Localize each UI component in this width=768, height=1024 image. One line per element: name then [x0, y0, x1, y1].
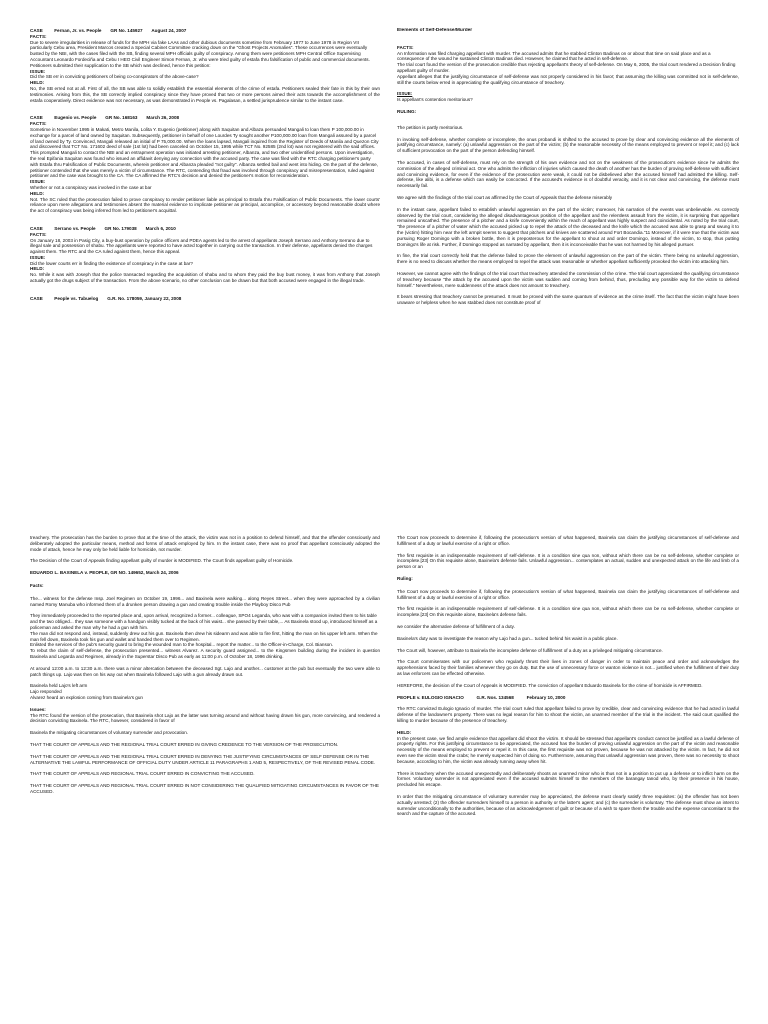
held-label: HELD: [30, 80, 45, 86]
held-text: Not. The SC ruled that the prosecution failed to prove conspiracy to render petitioner liable as principal to Estafa thru Falsification of Public Documents. The lower courts' reliance upon mere allegations and testimonies absent the material evidence to implicate petitioner as principal, accomplice, or accessory beyond reasonable doubt where the act of conspiracy was being inferred from led to petitioner's acquittal. [30, 196, 380, 214]
facts-paragraph: To rebut the claim of self-defense, the prosecution presented... witness Alvarez. A security guard assigned... to the Kingsmen building during the incident in question Baxinela and Legarda and Regimen, already in the Superstar Disco Pub as early as 11:00 p.m. of October 18, 1996 drinking. [30, 648, 380, 659]
ruling-paragraph: We agree with the findings of the trial court as affirmed by the Court of Appeals that the defense miserably [397, 194, 613, 200]
facts-line: Alvarez heard an explosion coming from Baxinela's gun [30, 694, 143, 700]
issue-label: ISSUE: [30, 179, 46, 185]
ruling-paragraph: The Court now proceeds to determine if, following the prosecution's version of what happened, Baxinela can claim the justifying circumstances of self-defense and fulfillment of a duty or lawful exercise of a right or office. [397, 588, 739, 600]
facts-text: An Information was filed charging appellant with murder. The accused admits that he stabbed Clinton Badinas on or about that time on said place and as a consequence of the wound he sustained Clinton Badinas died. However, he claimed that he acted in self-defense. [397, 50, 711, 62]
held-paragraph: In the present case, we find ample evidence that appellant did shoot the victim. It should be stressed that appellant's conduct cannot be justified as a lawful defense of property rights. For this justifying circumstance to be appreciated, the accused has the burden of proving unlawful aggression on the part of the victim and reasonable necessity of the means employed to prevent or repel it. In this case, the first requisite was not proven, because he was not attacked by the victim. In fact, he did not even see the victim steal the crabs; he merely suspected him of doing so. Furthermore, assuming that unlawful aggression was proven, there was no necessity to shoot because, according to him, the victim was already running away when hit. [397, 735, 739, 764]
ruling-paragraph: we consider the alternative defense of fulfillment of a duty. [397, 623, 515, 629]
held-label: HELD: [30, 266, 45, 272]
issues-paragraph: Baxinela the mitigating circumstances of voluntary surrender and provocation. [30, 730, 189, 736]
issue-text: Is appellant's contention meritorious? [397, 97, 473, 103]
held-paragraph: In order that the mitigating circumstance of voluntary surrender may be appreciated, the defense must clearly satisfy three requisites: (a) the offender has not been actually arrested; (2) the offender surrenders himself to a person in authority or the latter's agent; and (c) the surrender is voluntary. The defense must show an intent to surrender unconditionally to the authorities, because of an acknowledgement of guilt or because of a wish to spare them the trouble and the expense concomitant to the search and the capture of the accused. [397, 793, 739, 817]
facts-text: Sometime in November 1995 in Makati, Metro Manila, Lolita Y. Eugenio (petitioner) along with Saquitan and Albaza persuaded Mangali to loan them P 100,000.00 in exchange for a parcel of land owned by Saquitan. Subsequently, petitioner in behalf of one Lourdes Ty sought another P100,000.00 loan from Mangali assured by a parcel of land owned by Ty. Convinced, Mangali released an initial of P 75,000.00. When the loans lapsed, Mangali inquired from the Register of Deeds of Manila and Quezon City and discovered that TCT No. 171602 deed of sale (1st lot) had been canceled on October 15, 1995 while TCT No. 92585 (2nd lot) was not registered with the said offices. This prompted Mangali to contact the NBI and an entrapment operation was initiated arresting petitioner, Albanza, and two other unidentified persons. Upon investigation, the real Epifania Saquitan was found who issued an affidavit denying any connection with the accused party. The case was filed with the RTC charging petitioner's party with Estafa thru Falsification of Public Documents, wherein petitioner and Albanza pleaded "not guilty". Albanza settled bail and went into hiding. On the part of the defense, petitioner contended that she was merely a victim of circumstance. The RTC, contending that fraud was involved through conspiracy and misrepresentation, ruled against petitioner and the case was brought to the CA. The CA affirmed the RTC's decision and denied the petitioner's motion for reconsideration. [30, 126, 379, 179]
ruling-paragraph: In fine, the trial court correctly held that the defense failed to prove the element of unlawful aggression on the part of the victim. There being no unlawful aggression, there is no need to discuss whether the means employed to repel the attack was reasonable or whether appellant sufficiently provoked the victim into attacking him. [397, 253, 739, 265]
case-heading: CASE Serrano vs. People GR No. 179038 March 6, 2010 [30, 225, 176, 231]
ruling-paragraph: The first requisite is an indispensable requirement of self-defense. It is a condition sine qua non, without which there can be no self-defense, whether complete or incomplete.[23] On this requisite alone, Baxinela's defense fails. [397, 606, 739, 618]
issue-text: Did the lower courts err in finding the existence of conspiracy in the case at bar? [30, 260, 193, 266]
facts-label: FACTS: [30, 121, 47, 127]
issue-text: Did the SB err in convicting petitioners of being co-conspirators of the above-case? [30, 74, 199, 80]
case-heading: CASE Fernan, Jr. vs. People GR No. 145927 August 24, 2007 [30, 28, 187, 33]
ruling-paragraph: The accused, in cases of self-defense, must rely on the strength of his own evidence and not on the weakness of the prosecution's evidence since he admits the commission of the alleged criminal act. One who admits the infliction of injuries which caused the death of another has the burden of proving self-defense with sufficient and convincing evidence, for even if the evidence of the prosecution were weak, it could not be disbelieved after the accused himself had admitted the killing. Self-defense, like alibi, is a defense which can easily be concocted. If the accused's evidence is of doubtful veracity, and it is not clear and convincing, the defense must necessarily fail. [397, 159, 739, 189]
ruling-paragraph: Baxinela's duty was to investigate the reason why Lajo had a gun... tucked behind his waist in a public place. [397, 635, 618, 641]
issue-label: ISSUE: [397, 91, 413, 97]
issues-label: Issues: [30, 706, 46, 712]
paragraph: The Court now proceeds to determine if, following the prosecution's version of what happened, Baxinela can claim the justifying circumstances of self-defense and fulfillment of a duty or lawful exercise of a right or office. [397, 535, 739, 546]
issue-text: Whether or not a conspiracy was involved in the case at bar [30, 184, 152, 190]
issue-label: ISSUE: [30, 254, 46, 260]
facts-label: FACTS: [397, 44, 414, 50]
facts-label: Facts: [30, 582, 44, 588]
held-text: No, the SB erred not at all. First of all, the SB was able to solidly establish the essential elements of the crime of estafa. Petitioners sealed their fate in this by their own testimonies. Arising from this, the SB correctly implied conspiracy since they have proved that two or more persons aimed their acts towards the accomplishment of the estafa cooperatively. Direct evidence was not necessary, as was demonstrated in People vs. Pagalasan, a settled jurisprudence similar to the instant case. [30, 85, 380, 103]
ruling-paragraph: The petition is partly meritorious. [397, 124, 464, 130]
facts-text: Due to severe irregularities in release of funds for the MPH via fake LAAs and other dubious documents sometime from February 1977 to June 1978 in Region VII particularly Cebu area, President Marcos created a Special Cabinet Committee cracking down on the "Ghost Projects Anomalies". These occurrences were eventually busted by the NBI, with the cases filed with the SB, finding several MPH officials guilty of conspiracy. Among them were petitioners MPH Central Office Supervising Accountant Leonardo Fordeciña and Cebu I HEO Civil Engineer Simon Fernan, Jr. who were tried guilty of estafa thru falsification of public and commercial documents. Petitioners submitted their supplication to the SB which was declined, hence this petition: [30, 39, 370, 68]
section-title: Elements of Self-Defense/Murder [397, 28, 473, 33]
assignment-of-error: THAT THE COURT OF APPEALS AND THE REGIONAL TRIAL COURT ERRED IN GIVING CREDENCE TO THE VERSION OF THE PROSECUTION. [30, 741, 339, 747]
facts-paragraph: Enlisted the services of the pub's security guard to bring the wounded man to the hospital... report the matter... to the Officer-in-Charge, Col. Bianson. [30, 642, 334, 648]
facts-text: The trial court found the version of the prosecution credible thus rejecting appellant's theory of self-defense. On May 6, 2005, the trial court rendered a Decision finding appellant guilty of murder. [397, 62, 736, 73]
ruling-label: Ruling: [397, 575, 413, 581]
ruling-paragraph: The Court commiserates with our policemen who regularly thrust their lives in zones of danger in order to maintain peace and order and acknowledges the apprehensions faced by their families whenever they go on duty. But the use of unnecessary force or wanton violence is not... justified when the fulfillment of their duty as law enforcers can be effected otherwise. [397, 659, 739, 676]
facts-line: Lajo responded [30, 689, 62, 695]
facts-paragraph: The man did not respond and, instead, suddenly drew out his gun. Baxinela then drew his sidearm and was able to fire first, hitting the man on his upper left arm. When the man fell down, Baxinela took his gun and wallet and handed them over to Regimen. [30, 630, 378, 642]
ruling-paragraph: The Court will, however, attribute to Baxinela the incomplete defense of fulfillment of a duty as a privileged mitigating circumstance. [397, 647, 663, 653]
held-text: No. While it was with Joseph that the police transacted regarding the acquisition of shabu and to whom they paid the buy bust money, it was from Anthony that Joseph actually got the drugs subject of the transaction. From the above scenario, no other conclusion can be drawn but that both accused were engaged in the illegal trade. [30, 272, 380, 284]
paragraph: The RTC convicted Eulogio Ignacio of murder. The trial court ruled that appellant failed to prove by credible, clear and convincing evidence that he had acted in lawful defense of the landowner's property. There was no legal reason for him to shoot the victim, an unarmed member of the trial in the incident. The said court qualified the killing to murder because of the presence of treachery. [397, 706, 739, 723]
issue-label: ISSUE: [30, 68, 46, 74]
held-label: HELD: [30, 190, 45, 196]
case-heading: CASE People vs. Tabuelog G.R. No. 178059, January 22, 2008 [30, 295, 182, 301]
assignment-of-error: THAT THE COURT OF APPEALS AND REGIONAL TRIAL COURT ERRED IN CONVICTING THE ACCUSED. [30, 771, 255, 777]
ruling-paragraph: It bears stressing that treachery cannot be presumed. It must be proved with the same quantum of evidence as the crime itself. The fact that the victim might have been unaware or helpless when he was stabbed does not constitute proof of [397, 294, 739, 306]
case-heading: EDUARDO L. BAXINELA v. PEOPLE, GR NO. 149652, March 24, 2006 [30, 570, 179, 576]
ruling-paragraph: In the instant case, appellant failed to establish unlawful aggression on the part of the victim; moreover, his narration of the events was unbelievable. As correctly observed by the trial court, considering the alleged disadvantageous position of the appellant and the relentless assault from the victim, it is surprising that appellant remained unscathed. The presence of a pitcher and a knife conveniently within the reach of appellant was highly suspect and coincidental. As noted by the trial court, "the presence of a pitcher of water which the accused picked up to repel the attack of the deceased and the knife which the accused was able to grasp and swung it to the (victim) hitting him near the left armpit seems to suggest that pitchers and knives are scattered around Fort Bocandia."11 Moreover, if it were true that the victim was pursuing Roger Domingo with a broken bottle, then it is preposterous for the appellant to shout at and order Domingo, instead of the victim, to stop, thus putting Domingo's life at risk. Further, if Domingo stopped as narrated by appellant, then it is inconceivable that he was not harmed by his alleged pursuer. [397, 206, 739, 247]
facts-label: FACTS: [30, 231, 47, 237]
ruling-label: RULING: [397, 108, 417, 114]
case-heading: CASE Eugenio vs. People GR No. 168163 March 26, 2008 [30, 115, 180, 121]
held-paragraph: There is treachery when the accused unexpectedly and deliberately shoots an unarmed minor who is thus not in a position to put up a defense or to inflict harm on the former. Voluntary surrender is not appreciated even if the accused submits himself to the members of the barangay tanod who, by their presence in his house, precluded his escape. [397, 770, 739, 788]
bottom-left-column [30, 535, 380, 1015]
facts-paragraph: They immediately proceeded to the reported place and, upon arrival, recognized a former... colleague, SPO4 Leganda, who was with a companion invited them to his table and the two obliged... they saw someone with a handgun visibly tucked at the back of his waist... she passed by their table,... As Baxinela stood up, introduced himself as a policeman and asked the man why he had a gun with him. [30, 613, 378, 630]
facts-paragraph: At around 12:00 a.m. to 12:30 a.m. there was a minor altercation between the deceased Sgt. Lajo and another... customer at the pub but eventually the two were able to patch things up. Lajo was then on his way out when Baxinela followed Lajo with a gun already drawn out. [30, 665, 380, 677]
facts-line: Baxinela held Lajo's left arm [30, 683, 88, 689]
facts-text: Appellant alleges that the justifying circumstance of self-defense was not properly considered in his favor; that assuming the killing was committed not in self-defense, still the courts below erred in appreciating the qualifying circumstance of treachery. [397, 73, 739, 85]
paragraph: The first requisite is an indispensable requirement of self-defense. It is a condition sine qua non, without which there can be no self-defense, whether complete or incomplete.[23] On this requisite alone, Baxinela's defense fails. Unlawful aggression... contemplates an actual, sudden and unexpected attack on the life and limb of a person or an [397, 552, 739, 570]
paragraph: treachery. The prosecution has the burden to prove that at the time of the attack, the victim was not in a position to defend himself, and that the offender consciously and deliberately adopted the particular means, method and forms of attack employed by him. In the instant case, there was no proof that appellant consciously adopted the mode of attack, hence he may only be held liable for homicide, not murder. [30, 535, 380, 552]
ruling-paragraph: In invoking self-defense, whether complete or incomplete, the onus probandi is shifted to the accused to prove by clear and convincing evidence all the elements of justifying circumstance, namely: (a) unlawful aggression on the part of the victim; (b) the reasonable necessity of the means employed to prevent or repel it; and (c) lack of sufficient provocation on the part of the person defending himself. [397, 136, 739, 154]
held-label: HELD: [397, 729, 412, 735]
case-heading: PEOPLE v. EULOGIO IGNACIO G.R. Nos. 134568 February 10, 2000 [397, 694, 566, 700]
facts-paragraph: The... witness for the defense Insp. Joel Regimen on October 19, 1996... and Baxinela were walking... along Reyes Street... when they were approached by a civilian named Romy Manuba who informed them of a drunken person drawing a gun and creating trouble inside the Playboy Disco Pub [30, 595, 380, 607]
top-right-column [397, 28, 739, 510]
assignment-of-error: THAT THE COURT OF APPEALS AND REGIONAL TRIAL COURT ERRED IN NOT CONSIDERING THE QUALIFIED MITIGATING CIRCUMSTANCES IN FAVOR OF THE ACCUSED. [30, 783, 379, 794]
facts-label: FACTS: [30, 33, 47, 39]
ruling-paragraph: However, we cannot agree with the findings of the trial court that treachery attended the commission of the crime. The trial court appreciated the qualifying circumstance of treachery because "the attack by the accused upon the victim was sudden and coming from behind, thus, precluding any possible way for the victim to defend himself." Nevertheless, mere suddenness of the attack does not amount to treachery. [397, 270, 739, 288]
top-left-column [30, 28, 380, 510]
facts-text: On January 18, 2003 in Pasig City, a buy-bust operation by police officers and PDEA agents led to the arrest of appellants Joseph Serrano and Anthony Serrano due to illegal sale and possession of shabu. The appellants were reported to have acted together in carrying out the transaction. In their defense, appellants denied the charges against them. The RTC and the CA ruled against them, hence this appeal. [30, 237, 373, 255]
ruling-paragraph: HEREFORE, the decision of the Court of Appeals is MODIFIED. The conviction of appellant Eduardo Baxinela for the crime of homicide is AFFIRMED. [397, 682, 703, 688]
issues-paragraph: The RTC found the version of the prosecution, that Baxinela shot Lajo as the latter was turning around and without having drawn his gun, more convincing, and rendered a decision convicting Baxinela. The RTC, however, considered in favor of [30, 712, 380, 724]
assignment-of-error: THAT THE COURT OF APPEALS AND THE REGIONAL TRIAL COURT ERRED IN DENYING THE JUSTIFYING CIRCUMSTANCES OF SELF DEFENSE OR IN THE ALTERNATIVE THE LAWFUL PERFORMANCE OF OFFICIAL DUTY UNDER ARTICLE 11 PARAGRAPHS 1 AND 5, RESPECTIVELY, OF THE REVISED PENAL CODE. [30, 753, 376, 765]
paragraph: The Decision of the Court of Appeals finding appellant guilty of murder is MODIFIED. The Court finds appellant guilty of Homicide. [30, 558, 294, 564]
bottom-right-column [397, 535, 739, 1015]
